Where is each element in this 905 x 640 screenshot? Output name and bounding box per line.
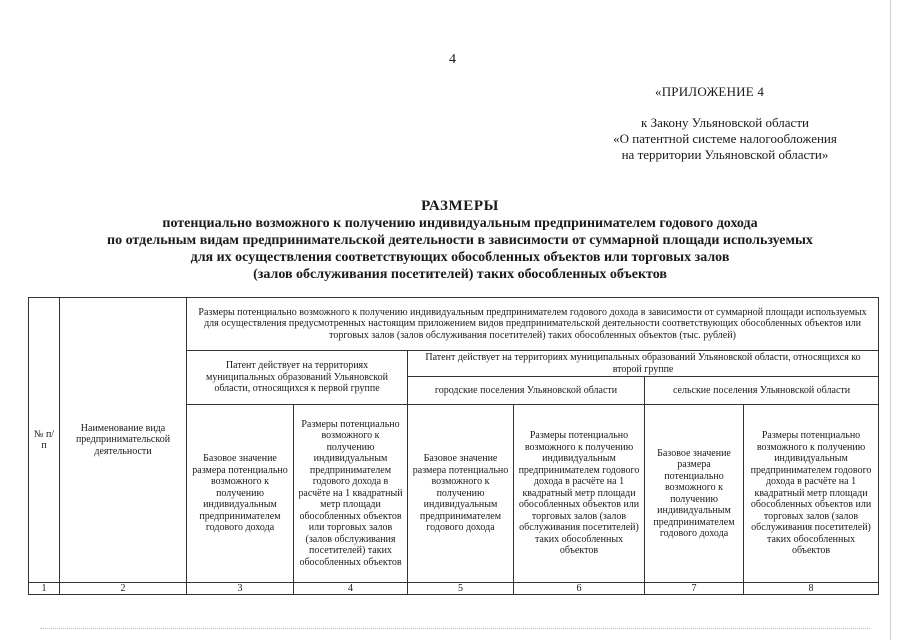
header-income-sizes: Размеры потенциально возможного к получению индивидуальным предпринимателем годового дохода в зависимости от суммарной площади используемых для осуществления предусмотренных настоящим приложением видов предпринимательской деятельности соответствующих обособленных объектов или торговых залов (залов обслуживания посетителей) таких обособленных объектов (тыс. рублей) xyxy=(187,298,879,351)
heading-line: (залов обслуживания посетителей) таких обособленных объектов xyxy=(253,267,667,282)
law-reference-line: к Закону Ульяновской области xyxy=(641,115,809,130)
header-first-group: Патент действует на территориях муниципальных образований Ульяновской области, относящихся к первой группе xyxy=(187,351,408,405)
column-number: 5 xyxy=(408,583,514,595)
header-second-group: Патент действует на территориях муниципальных образований Ульяновской области, относящихся ко второй группе xyxy=(408,351,879,377)
scan-edge-line xyxy=(890,0,891,640)
law-reference-line: на территории Ульяновской области» xyxy=(621,147,829,162)
law-reference xyxy=(580,115,870,163)
page-number: 4 xyxy=(449,52,456,67)
header-per-meter-rural: Размеры потенциально возможного к получению индивидуальным предпринимателем годового дохода в расчёте на 1 квадратный метр площади обособленных объектов или торговых залов (залов обслуживания посетителей) таких обособленных объектов xyxy=(744,405,879,583)
column-number: 1 xyxy=(29,583,60,595)
header-base-value-rural: Базовое значение размера потенциально возможного к получению индивидуальным предпринимателем годового дохода xyxy=(645,405,744,583)
header-per-meter-group1: Размеры потенциально возможного к получению индивидуальным предпринимателем годового дохода в расчёте на 1 квадратный метр площади обособленных объектов или торговых залов (залов обслуживания посетителей) таких обособленных объектов xyxy=(294,405,408,583)
header-base-value-urban: Базовое значение размера потенциально возможного к получению индивидуальным предпринимателем годового дохода xyxy=(408,405,514,583)
scan-bottom-noise xyxy=(40,628,870,630)
appendix-title: «ПРИЛОЖЕНИЕ 4 xyxy=(655,84,765,99)
document-heading xyxy=(60,198,860,283)
column-number: 8 xyxy=(744,583,879,595)
header-row-number: № п/п xyxy=(29,298,60,583)
heading-line: для их осуществления соответствующих обособленных объектов или торговых залов xyxy=(190,250,730,265)
header-rural-settlements: сельские поселения Ульяновской области xyxy=(645,377,879,405)
heading-title: РАЗМЕРЫ xyxy=(421,198,499,214)
column-number: 7 xyxy=(645,583,744,595)
header-per-meter-urban: Размеры потенциально возможного к получению индивидуальным предпринимателем годового дохода в расчёте на 1 квадратный метр площади обособленных объектов или торговых залов (залов обслуживания посетителей) таких обособленных объектов xyxy=(514,405,645,583)
column-number: 6 xyxy=(514,583,645,595)
header-base-value-group1: Базовое значение размера потенциально возможного к получению индивидуальным предпринимателем годового дохода xyxy=(187,405,294,583)
column-number: 4 xyxy=(294,583,408,595)
header-urban-settlements: городские поселения Ульяновской области xyxy=(408,377,645,405)
header-activity-name: Наименование вида предпринимательской деятельности xyxy=(60,298,187,583)
column-number: 2 xyxy=(60,583,187,595)
income-size-table xyxy=(28,297,879,595)
heading-line: по отдельным видам предпринимательской деятельности в зависимости от суммарной площади используемых xyxy=(107,233,813,248)
column-number: 3 xyxy=(187,583,294,595)
law-reference-line: «О патентной системе налогообложения xyxy=(613,131,837,146)
heading-line: потенциально возможного к получению индивидуальным предпринимателем годового дохода xyxy=(162,216,758,231)
